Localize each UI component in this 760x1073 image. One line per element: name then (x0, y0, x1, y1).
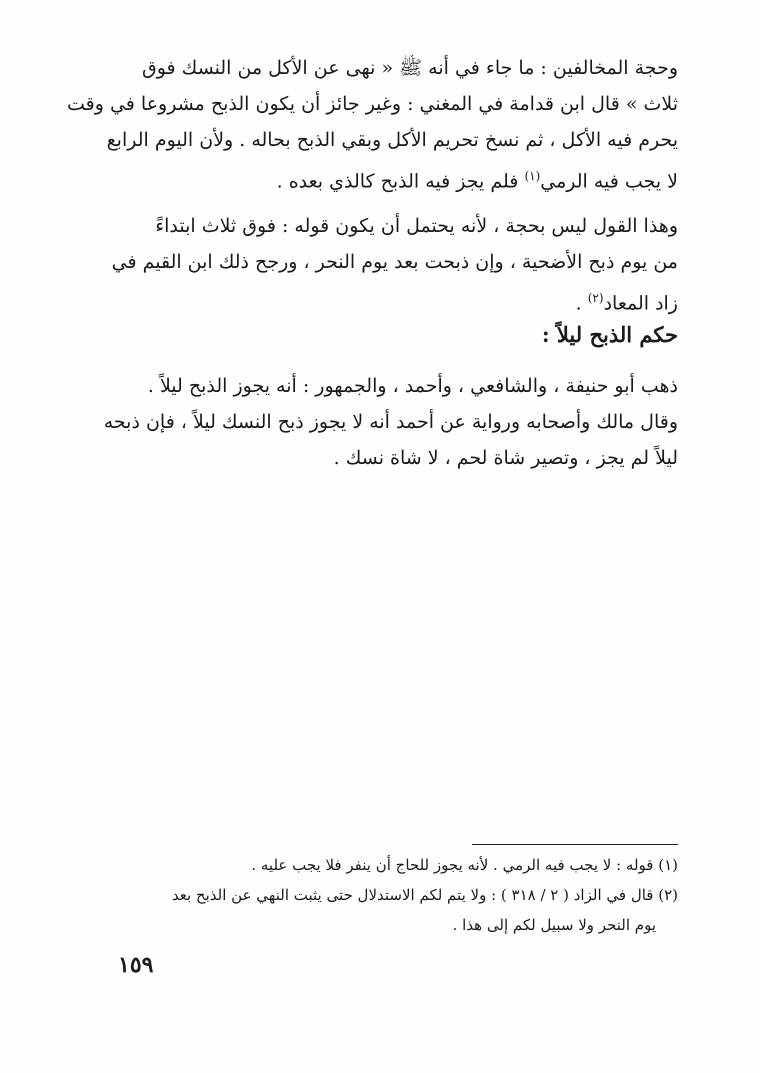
footnote-1: (١) قوله : لا يجب فيه الرمي . لأنه يجوز للحاج أن ينفر فلا يجب عليه . (251, 856, 678, 874)
paragraph-line: ذهب أبو حنيفة ، والشافعي ، وأحمد ، والجمهور : أنه يجوز الذبح ليلاً . (147, 375, 678, 397)
paragraph-line: من يوم ذبح الأضحية ، وإن ذبحت بعد يوم النحر ، ورجح ذلك ابن القيم في (111, 251, 678, 273)
paragraph-line: وقال مالك وأصحابه ورواية عن أحمد أنه لا يجوز ذبح النسك ليلاً ، فإن ذبحه (103, 411, 678, 433)
footnote-divider (472, 844, 678, 845)
paragraph-line: يحرم فيه الأكل ، ثم نسخ تحريم الأكل وبقي الذبح بحاله . ولأن اليوم الرابع (106, 129, 678, 151)
paragraph-rebuttal (78, 208, 678, 321)
paragraph-night-slaughter (78, 368, 678, 476)
paragraph-argument-opponents (67, 50, 678, 199)
paragraph-text: . (575, 292, 588, 315)
paragraph-line: ليلاً لم يجز ، وتصير شاة لحم ، لا شاة نسك . (333, 447, 678, 469)
paragraph-line: وهذا القول ليس بحجة ، لأنه يحتمل أن يكون قوله : فوق ثلاث ابتداءً (155, 215, 678, 237)
paragraph-text: زاد المعاد (603, 292, 678, 315)
paragraph-line (78, 280, 678, 321)
footnote-ref-1[interactable]: (١) (524, 169, 541, 183)
page-number: ١٥٩ (118, 952, 154, 978)
paragraph-line (78, 158, 678, 199)
paragraph-line: ثلاث » قال ابن قدامة في المغني : وغير جائز أن يكون الذبح مشروعا في وقت (67, 93, 678, 115)
paragraph-line: وحجة المخالفين : ما جاء في أنه ﷺ « نهى عن الأكل من النسك فوق (142, 57, 678, 79)
paragraph-text: لا يجب فيه الرمي (540, 170, 678, 193)
section-heading: حكم الذبح ليلاً : (541, 322, 678, 347)
paragraph-text: فلم يجز فيه الذبح كالذي بعده . (276, 170, 525, 193)
footnote-2-continuation: يوم النحر ولا سبيل لكم إلى هذا . (452, 916, 656, 934)
footnotes-section (170, 850, 678, 940)
footnote-2: (٢) قال في الزاد ( ٢ / ٣١٨ ) : ولا يتم لكم الاستدلال حتى يثبت النهي عن الذبح بعد (171, 886, 678, 904)
footnote-ref-2[interactable]: (٢) (587, 291, 604, 305)
